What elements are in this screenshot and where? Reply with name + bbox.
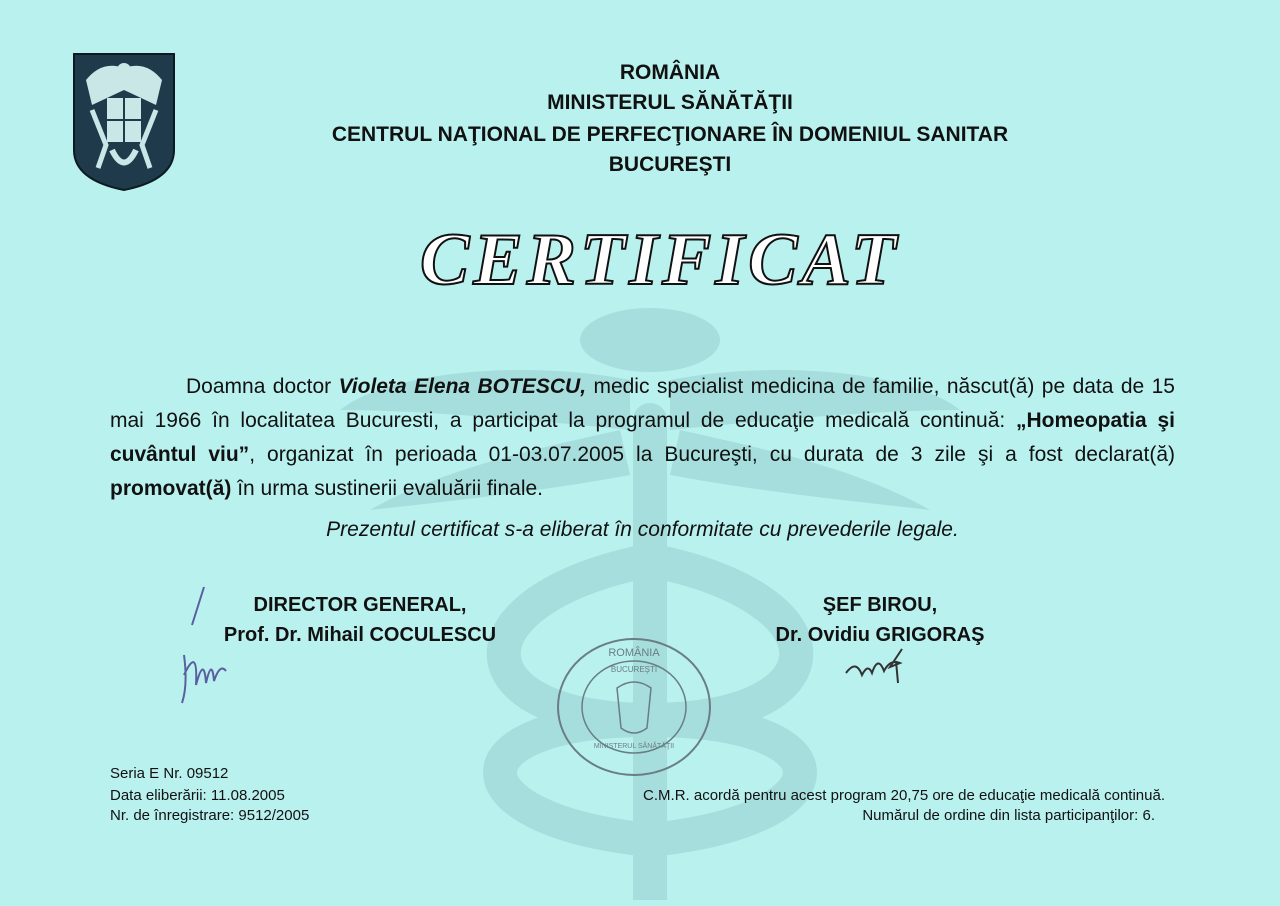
stamp-top-text: ROMÂNIA: [608, 647, 660, 659]
body-ending: în urma sustinerii evaluării finale.: [231, 477, 543, 500]
city-heading: BUCUREŞTI: [608, 153, 732, 176]
stamp-ministry-text: MINISTERUL SĂNĂTĂŢII: [593, 743, 675, 750]
cmr-credit-note: C.M.R. acordă pentru acest program 20,75 ore de educaţie medicală continuă.: [643, 787, 1165, 804]
body-details: medic specialist medicina de familie, născut(ă) pe data de 15 mai 1966 în localitatea Bucuresti, a participat la programul de educaţie medicală continuă:: [110, 375, 1175, 432]
issue-date: Data eliberării: 11.08.2005: [110, 787, 285, 804]
legal-note: Prezentul certificat s-a eliberat în conformitate cu prevederile legale.: [326, 518, 959, 541]
coat-of-arms-icon: [72, 50, 176, 192]
country-heading: ROMÂNIA: [619, 61, 721, 84]
series-number: Seria E Nr. 09512: [110, 765, 229, 782]
right-signatory-title: ŞEF BIROU,: [822, 594, 938, 616]
registration-number: Nr. de înregistrare: 9512/2005: [110, 807, 310, 824]
participant-order-number: Numărul de ordine din lista participanţilor: 6.: [862, 807, 1155, 824]
office-head-signature-icon: [842, 645, 922, 685]
promotion-status: promovat(ă): [110, 477, 232, 500]
certificate-title: CERTIFICAT: [419, 219, 901, 301]
left-signatory-title: DIRECTOR GENERAL,: [253, 594, 467, 616]
institution-heading: CENTRUL NAŢIONAL DE PERFECŢIONARE ÎN DOMENIUL SANITAR: [331, 123, 1009, 146]
official-stamp: [555, 636, 713, 778]
stamp-city-text: BUCUREŞTI: [610, 665, 658, 674]
program-name: „Homeopatia şi cuvântul viu”: [110, 409, 1175, 466]
body-period: , organizat în perioada 01-03.07.2005 la Bucureşti, cu durata de 3 zile şi a fost declarat(ă): [249, 443, 1176, 466]
right-signatory-name: Dr. Ovidiu GRIGORAŞ: [775, 624, 985, 646]
certificate-body: [110, 370, 1175, 506]
recipient-name: Violeta Elena BOTESCU,: [338, 375, 587, 398]
ministry-heading: MINISTERUL SĂNĂTĂŢII: [547, 91, 793, 114]
left-signatory-name: Prof. Dr. Mihail COCULESCU: [223, 624, 497, 646]
director-signature-icon: [170, 585, 240, 710]
body-intro: Doamna doctor: [186, 375, 339, 398]
